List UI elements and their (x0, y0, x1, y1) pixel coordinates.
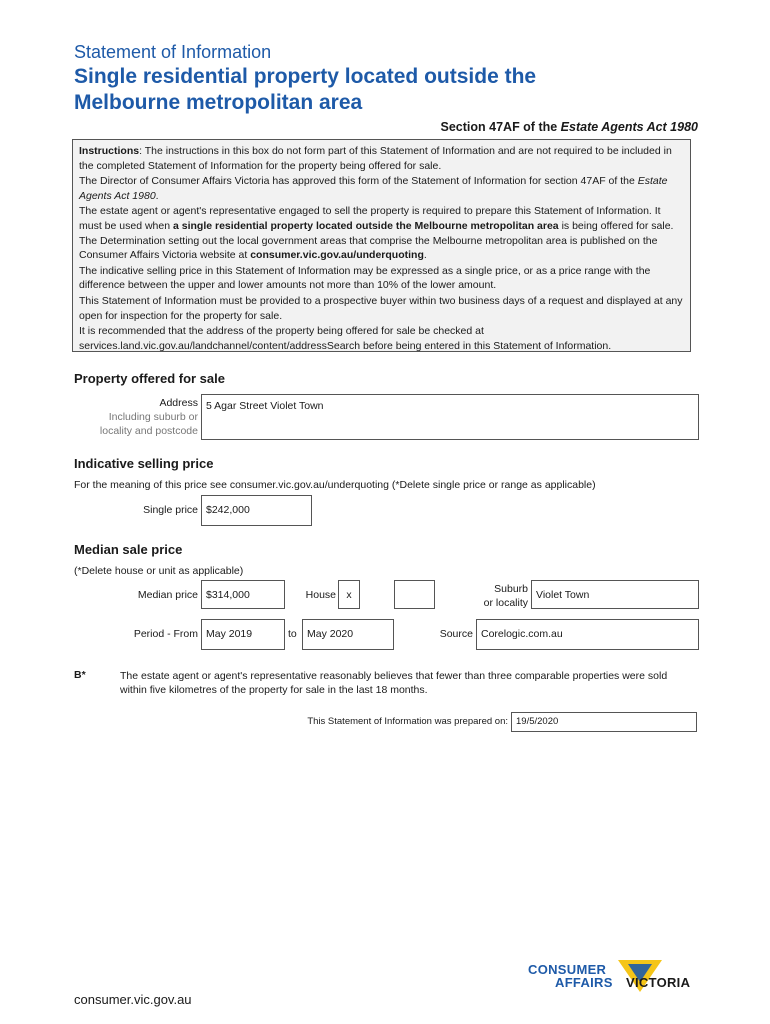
single-price-field[interactable]: $242,000 (201, 495, 312, 526)
property-heading: Property offered for sale (74, 371, 225, 386)
address-label-line3: locality and postcode (99, 425, 198, 437)
consumer-affairs-victoria-logo (528, 960, 703, 992)
logo-affairs: AFFAIRS (555, 975, 613, 990)
house-label: House (305, 589, 336, 601)
suburb-label (440, 582, 528, 610)
instructions-p3-b: is being offered for sale. The Determination setting out the local government areas that comprise the Melbourne metropolitan area is published on the Consumer Affairs Victoria website at (79, 219, 674, 262)
heading-line-2: Melbourne metropolitan area (74, 91, 363, 114)
instructions-p1 (79, 144, 684, 173)
section-act: Estate Agents Act 1980 (560, 120, 698, 134)
logo-consumer: CONSUMER (528, 962, 607, 977)
address-label (74, 396, 198, 438)
heading-line-1: Single residential property located outside the (74, 65, 537, 88)
period-to-field[interactable]: May 2020 (302, 619, 394, 650)
document-heading (74, 64, 694, 116)
indicative-heading: Indicative selling price (74, 456, 214, 471)
source-label: Source (439, 628, 473, 640)
instructions-p3-a: The estate agent or agent's representative engaged to sell the property is required to prepare this Statement of Information. It must be used when (79, 205, 661, 232)
instructions-p2 (79, 174, 684, 203)
period-to-label: to (288, 628, 297, 640)
instructions-p6: It is recommended that the address of the property being offered for sale be checked at services.land.vic.gov.au/landchannel/content/addressSearch before being entered in this Statement of Information. (79, 325, 612, 352)
instructions-p2-end: . (155, 189, 159, 202)
instructions-p2-act: Estate Agents Act 1980 (79, 175, 668, 202)
instructions-label: Instructions (79, 145, 140, 157)
instructions-p3-end: . (423, 249, 427, 262)
comparable-marker: B* (74, 669, 86, 681)
median-heading: Median sale price (74, 542, 183, 557)
address-field[interactable]: 5 Agar Street Violet Town (201, 394, 699, 440)
indicative-note: For the meaning of this price see consumer.vic.gov.au/underquoting (*Delete single price or range as applicable) (74, 479, 596, 491)
address-label-line2: Including suburb or (108, 411, 198, 423)
prepared-date-field[interactable]: 19/5/2020 (511, 712, 697, 732)
instructions-box (72, 139, 691, 352)
suburb-label-line1: Suburb (494, 583, 528, 595)
underquoting-link[interactable]: consumer.vic.gov.au/underquoting (250, 249, 424, 262)
unit-checkbox[interactable] (394, 580, 435, 609)
single-price-label: Single price (143, 504, 198, 516)
suburb-label-line2: or locality (483, 597, 528, 609)
logo-victoria: VICTORIA (626, 975, 691, 990)
section-prefix: Section 47AF of the (440, 120, 561, 134)
period-from-field[interactable]: May 2019 (201, 619, 285, 650)
instructions-p2-text: The Director of Consumer Affairs Victoria has approved this form of the Statement of Information for section 47AF of the (79, 175, 638, 188)
document-title: Statement of Information (74, 42, 272, 62)
footer-url[interactable]: consumer.vic.gov.au (74, 992, 192, 1007)
period-from-label: Period - From (133, 628, 198, 640)
house-checkbox[interactable]: x (338, 580, 360, 609)
instructions-p3-bold: a single residential property located outside the Melbourne metropolitan area (172, 219, 559, 232)
prepared-label: This Statement of Information was prepared on: (307, 716, 508, 727)
suburb-field[interactable]: Violet Town (531, 580, 699, 609)
address-label-line1: Address (159, 397, 198, 409)
median-price-label: Median price (137, 589, 198, 601)
instructions-p3 (79, 204, 684, 262)
instructions-p5: This Statement of Information must be provided to a prospective buyer within two business days of a request and displayed at any open for inspection for the property for sale. (79, 294, 683, 322)
source-field[interactable]: Corelogic.com.au (476, 619, 699, 650)
median-price-field[interactable]: $314,000 (201, 580, 285, 609)
instructions-p1-text: : The instructions in this box do not form part of this Statement of Information and are not required to be included in the completed Statement of Information for the property being offered for sale. (79, 145, 672, 172)
instructions-p4: The indicative selling price in this Statement of Information may be expressed as a single price, or as a price range with the difference between the upper and lower amounts not more than 10% of the lower amount. (79, 264, 651, 292)
comparable-text: The estate agent or agent's representative reasonably believes that fewer than three comparable properties were sold within five kilometres of the property for sale in the last 18 months. (120, 670, 668, 696)
median-note: (*Delete house or unit as applicable) (74, 565, 244, 577)
section-reference (441, 120, 698, 134)
